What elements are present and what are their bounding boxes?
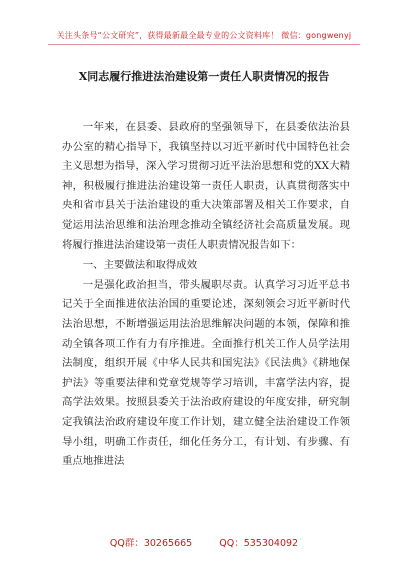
footer-qq-contact: QQ：535304092 [219,538,299,549]
body-paragraph: 一是强化政治担当，带头履职尽责。认真学习习近平总书记关于全面推进依法治国的重要论述，深刻领会习近平新时代法治思想，不断增强运用法治思维解决问题的本领，保障和推动全镇各项工作有力有序推进。全面推行机关工作人员学法用法制度，组织开展《中华人民共和国宪法》《民法典》《耕地保护法》等重要法律和党章党规等学习培训，丰富学法内容，提高学法效果。按照县委关于法治政府建设的年度安排，研究制定我镇法治政府建设年度工作计划，建立健全法治建设工作领导小组，明确工作责任，细化任务分工，有计划、有步骤、有重点地推进法 [62,278,350,468]
page-footer [0,535,408,549]
footer-qq-group: QQ群：30265665 [109,538,193,549]
document-title: X同志履行推进法治建设第一责任人职责情况的报告 [78,70,330,83]
section-heading: 一、主要做法和取得成效 [82,259,198,272]
header-divider [48,44,360,45]
intro-paragraph: 一年来，在县委、县政府的坚强领导下，在县委依法治县办公室的精心指导下，我镇坚持以习近平新时代中国特色社会主义思想为指导，深入学习贯彻习近平法治思想和党的XX大精神，积极履行推进法治建设第一责任人职责，认真贯彻落实中央和省市县关于法治建设的重大决策部署及相关工作要求，自觉运用法治思维和法治理念推动全镇经济社会高质量发展。现将履行推进法治建设第一责任人职责情况报告如下： [62,121,350,251]
document-body [62,118,350,472]
page-header-notice: 关注头条号“公文研究”，获得最新最全最专业的公文资料库！ 微信：gongwenyj [56,31,352,40]
